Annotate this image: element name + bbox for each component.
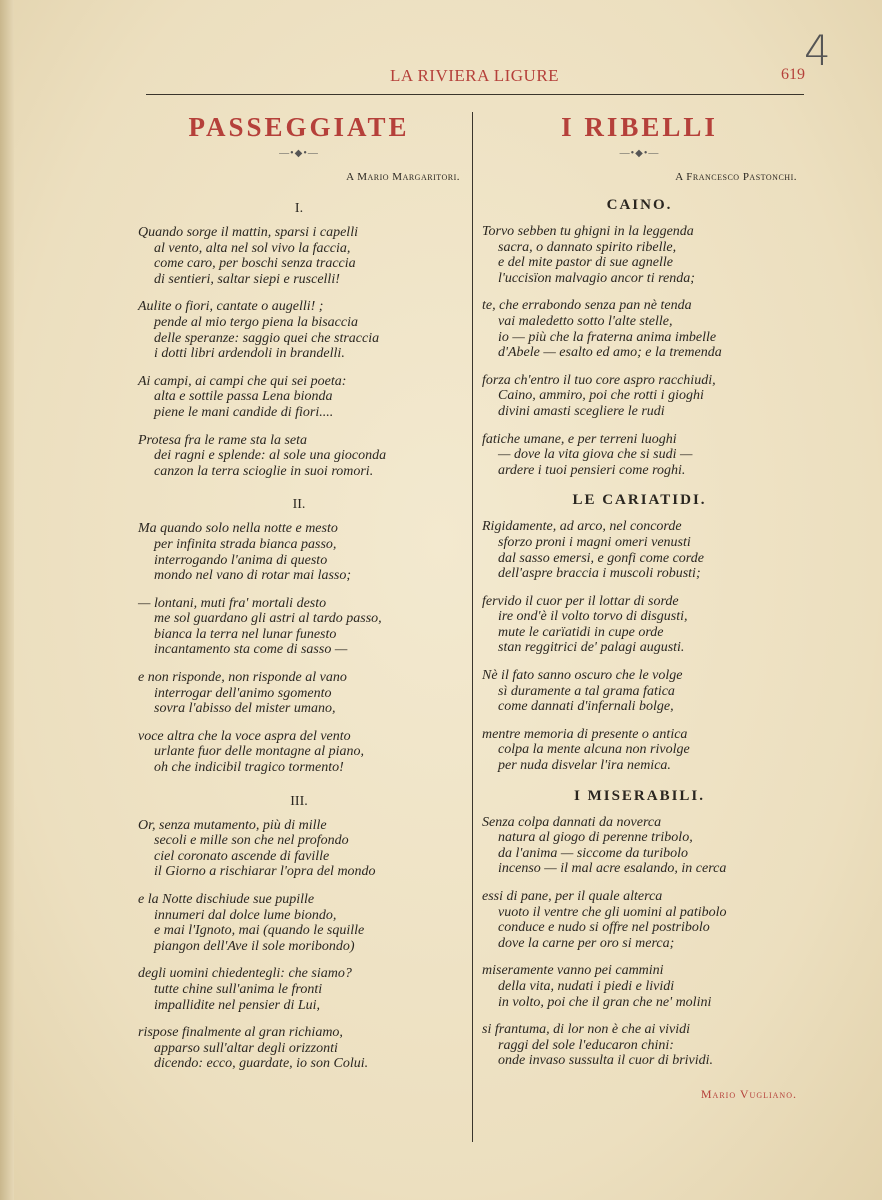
verse-line: per infinita strada bianca passo, bbox=[154, 536, 337, 552]
stanza bbox=[138, 596, 460, 658]
verse-line: pende al mio tergo piena la bisaccia bbox=[154, 314, 358, 330]
verse-line: dei ragni e splende: al sole una gioconda bbox=[154, 448, 387, 464]
verse-line: interrogando l'anima di questo bbox=[154, 552, 328, 568]
verse-line: Senza colpa dannati da noverca bbox=[482, 814, 662, 830]
poem-title-ribelli: I RIBELLI bbox=[561, 112, 718, 142]
right-column bbox=[482, 100, 797, 1102]
verse-line: si frantuma, di lor non è che ai vividi bbox=[482, 1022, 691, 1038]
verse-line: impallidite nel pensier di Lui, bbox=[154, 997, 321, 1013]
verse-line: raggi del sole l'educaron chini: bbox=[498, 1037, 674, 1053]
verse-line: Ma quando solo nella notte e mesto bbox=[138, 521, 338, 537]
author-signature: Mario Vugliano. bbox=[700, 1086, 797, 1101]
verse-line: urlante fuor delle montagne al piano, bbox=[154, 744, 364, 760]
verse-line: vuoto il ventre che gli uomini al patibolo bbox=[498, 904, 727, 920]
stanza bbox=[482, 594, 797, 656]
dedication-right: A Francesco Pastonchi. bbox=[675, 171, 797, 183]
stanza bbox=[482, 519, 797, 581]
stanza bbox=[138, 374, 460, 421]
verse-line: dicendo: ecco, guardate, io son Colui. bbox=[154, 1056, 369, 1072]
handwritten-page-mark: 4 bbox=[804, 26, 831, 75]
verse-line: vai maledetto sotto l'alte stelle, bbox=[498, 313, 673, 329]
verse-line: da l'anima — siccome da turibolo bbox=[498, 845, 689, 861]
stanza bbox=[138, 225, 460, 287]
stanza bbox=[138, 966, 460, 1013]
verse-line: Caino, ammiro, poi che rotti i gioghi bbox=[498, 388, 704, 404]
verse-line: mondo nel vano di rotar mai lasso; bbox=[154, 568, 352, 584]
verse-line: delle speranze: saggio quei che straccia bbox=[154, 330, 380, 346]
verse-line: e non risponde, non risponde al vano bbox=[138, 670, 347, 686]
stanza bbox=[138, 433, 460, 480]
verse-line: l'uccisïon malvagio ancor ti renda; bbox=[498, 270, 695, 286]
stanza bbox=[482, 889, 797, 951]
verse-line: fervido il cuor per il lottar di sorde bbox=[482, 593, 679, 609]
verse-line: sforzo proni i magni omeri venusti bbox=[498, 534, 691, 550]
stanza bbox=[138, 892, 460, 954]
verse-line: per nuda disvelar l'ira nemica. bbox=[498, 758, 671, 774]
verse-line: come caro, per boschi senza traccia bbox=[154, 256, 356, 272]
verse-line: i dotti libri ardendoli in brandelli. bbox=[154, 346, 345, 362]
stanza bbox=[138, 1025, 460, 1072]
binding-edge bbox=[0, 0, 14, 1200]
verse-line: fatiche umane, e per terreni luoghi bbox=[482, 431, 677, 447]
verse-line: Rigidamente, ad arco, nel concorde bbox=[482, 519, 682, 535]
verse-line: natura al giogo di perenne tribolo, bbox=[498, 830, 693, 846]
stanza bbox=[138, 521, 460, 583]
verse-line: apparso sull'altar degli orizzonti bbox=[154, 1040, 338, 1056]
verse-line: stan reggitrici de' palagi augusti. bbox=[498, 640, 685, 656]
verse-line: Torvo sebben tu ghigni in la leggenda bbox=[482, 224, 694, 239]
stanza bbox=[482, 373, 797, 420]
stanza bbox=[482, 815, 797, 877]
verse-line: ciel coronato ascende di faville bbox=[154, 848, 330, 864]
verse-line: voce altra che la voce aspra del vento bbox=[138, 728, 351, 744]
verse-line: forza ch'entro il tuo core aspro racchiudi, bbox=[482, 372, 716, 388]
stanza bbox=[482, 963, 797, 1010]
verse-line: al vento, alta nel sol vivo la faccia, bbox=[154, 240, 351, 256]
stanza bbox=[138, 818, 460, 880]
verse-line: onde invaso sussulta il cuor di brividi. bbox=[498, 1053, 714, 1069]
verse-line: rispose finalmente al gran richiamo, bbox=[138, 1025, 343, 1041]
verse-line: — dove la vita giova che si sudi — bbox=[498, 447, 693, 463]
verse-line: Ai campi, ai campi che qui sei poeta: bbox=[138, 373, 347, 389]
verse-line: Or, senza mutamento, più di mille bbox=[138, 817, 327, 833]
section-heading: I MISERABILI. bbox=[573, 787, 706, 804]
verse-line: dove la carne per oro si merca; bbox=[498, 935, 675, 951]
verse-line: e mai l'Ignoto, mai (quando le squille bbox=[154, 923, 365, 939]
verse-line: me sol guardano gli astri al tardo passo, bbox=[154, 611, 382, 627]
verse-line: alta e sottile passa Lena bionda bbox=[154, 389, 333, 405]
poem-title-passeggiate: PASSEGGIATE bbox=[188, 112, 410, 142]
left-column bbox=[138, 100, 460, 1084]
verse-line: ire ond'è il volto torvo di disgusti, bbox=[498, 609, 688, 625]
title-ornament: —•◆•— bbox=[619, 148, 660, 159]
dedication-left: A Mario Margaritori. bbox=[346, 171, 460, 183]
right-sections bbox=[482, 197, 797, 1069]
verse-line: sovra l'abisso del mister umano, bbox=[154, 701, 336, 717]
verse-line: — lontani, muti fra' mortali desto bbox=[138, 595, 327, 611]
stanza bbox=[138, 670, 460, 717]
verse-line: miseramente vanno pei cammini bbox=[482, 963, 664, 979]
stanza bbox=[138, 729, 460, 776]
verse-line: io — più che la fraterna anima imbelle bbox=[498, 329, 717, 345]
verse-line: della vita, nudati i piedi e lividi bbox=[498, 978, 675, 994]
verse-line: degli uomini chiedentegli: che siamo? bbox=[138, 966, 352, 982]
left-sections bbox=[138, 201, 460, 1072]
verse-line: e la Notte dischiude sue pupille bbox=[138, 892, 315, 907]
verse-line: dal sasso emersi, e gonfi come corde bbox=[498, 550, 704, 566]
section-numeral: II. bbox=[292, 497, 306, 513]
verse-line: tutte chine sull'anima le fronti bbox=[154, 981, 323, 997]
verse-line: colpa la mente alcuna non rivolge bbox=[498, 742, 690, 758]
verse-line: Quando sorge il mattin, sparsi i capelli bbox=[138, 225, 358, 240]
verse-line: piene le mani candide di fiori.... bbox=[154, 404, 334, 420]
running-head: LA RIVIERA LIGURE bbox=[390, 66, 560, 85]
verse-line: incantamento sta come di sasso — bbox=[154, 642, 348, 658]
section-numeral: I. bbox=[294, 201, 304, 216]
stanza bbox=[482, 224, 797, 286]
title-ornament: —•◆•— bbox=[279, 148, 319, 159]
verse-line: Nè il fato sanno oscuro che le volge bbox=[482, 668, 683, 684]
page-number: 619 bbox=[781, 66, 805, 83]
verse-line: in volto, poi che il gran che ne' molini bbox=[498, 994, 712, 1010]
stanza bbox=[482, 298, 797, 360]
column-divider bbox=[472, 112, 473, 1142]
verse-line: piangon dell'Ave il sole moribondo) bbox=[154, 938, 355, 954]
verse-line: come dannati d'infernali bolge, bbox=[498, 699, 674, 715]
section-heading: LE CARIATIDI. bbox=[572, 492, 707, 509]
verse-line: dell'aspre braccia i muscoli robusti; bbox=[498, 566, 701, 582]
stanza bbox=[482, 727, 797, 774]
verse-line: il Giorno a rischiarar l'opra del mondo bbox=[154, 864, 376, 880]
section-heading: CAINO. bbox=[606, 197, 673, 213]
verse-line: sì duramente a tal grama fatica bbox=[498, 683, 675, 699]
verse-line: interrogar dell'animo sgomento bbox=[154, 685, 332, 701]
header-rule bbox=[146, 94, 804, 95]
verse-line: canzon la terra scioglie in suoi romori. bbox=[154, 463, 374, 479]
stanza bbox=[482, 1022, 797, 1069]
verse-line: conduce e nudo si offre nel postribolo bbox=[498, 920, 710, 936]
verse-line: innumeri dal dolce lume biondo, bbox=[154, 907, 337, 923]
verse-line: Protesa fra le rame sta la seta bbox=[138, 432, 308, 448]
verse-line: essi di pane, per il quale alterca bbox=[482, 889, 663, 904]
verse-line: te, che errabondo senza pan nè tenda bbox=[482, 298, 692, 314]
stanza bbox=[482, 668, 797, 715]
verse-line: bianca la terra nel lunar funesto bbox=[154, 626, 337, 642]
verse-line: di sentieri, saltar siepi e ruscelli! bbox=[154, 271, 340, 287]
verse-line: divini amasti scegliere le rudi bbox=[498, 403, 665, 419]
verse-line: Aulite o fiori, cantate o augelli! ; bbox=[138, 299, 324, 315]
verse-line: sacra, o dannato spirito ribelle, bbox=[498, 239, 677, 255]
stanza bbox=[138, 299, 460, 361]
verse-line: d'Abele — esalto ed amo; e la tremenda bbox=[498, 345, 722, 361]
verse-line: mentre memoria di presente o antica bbox=[482, 726, 688, 742]
verse-line: oh che indicibil tragico tormento! bbox=[154, 760, 344, 776]
stanza bbox=[482, 432, 797, 479]
verse-line: ardere i tuoi pensieri come roghi. bbox=[498, 462, 686, 478]
verse-line: e del mite pastor di sue agnelle bbox=[498, 255, 673, 271]
verse-line: secoli e mille son che nel profondo bbox=[154, 833, 349, 849]
verse-line: mute le carïatidi in cupe orde bbox=[498, 624, 664, 640]
section-numeral: III. bbox=[290, 793, 308, 809]
verse-line: incenso — il mal acre esalando, in cerca bbox=[498, 861, 727, 877]
